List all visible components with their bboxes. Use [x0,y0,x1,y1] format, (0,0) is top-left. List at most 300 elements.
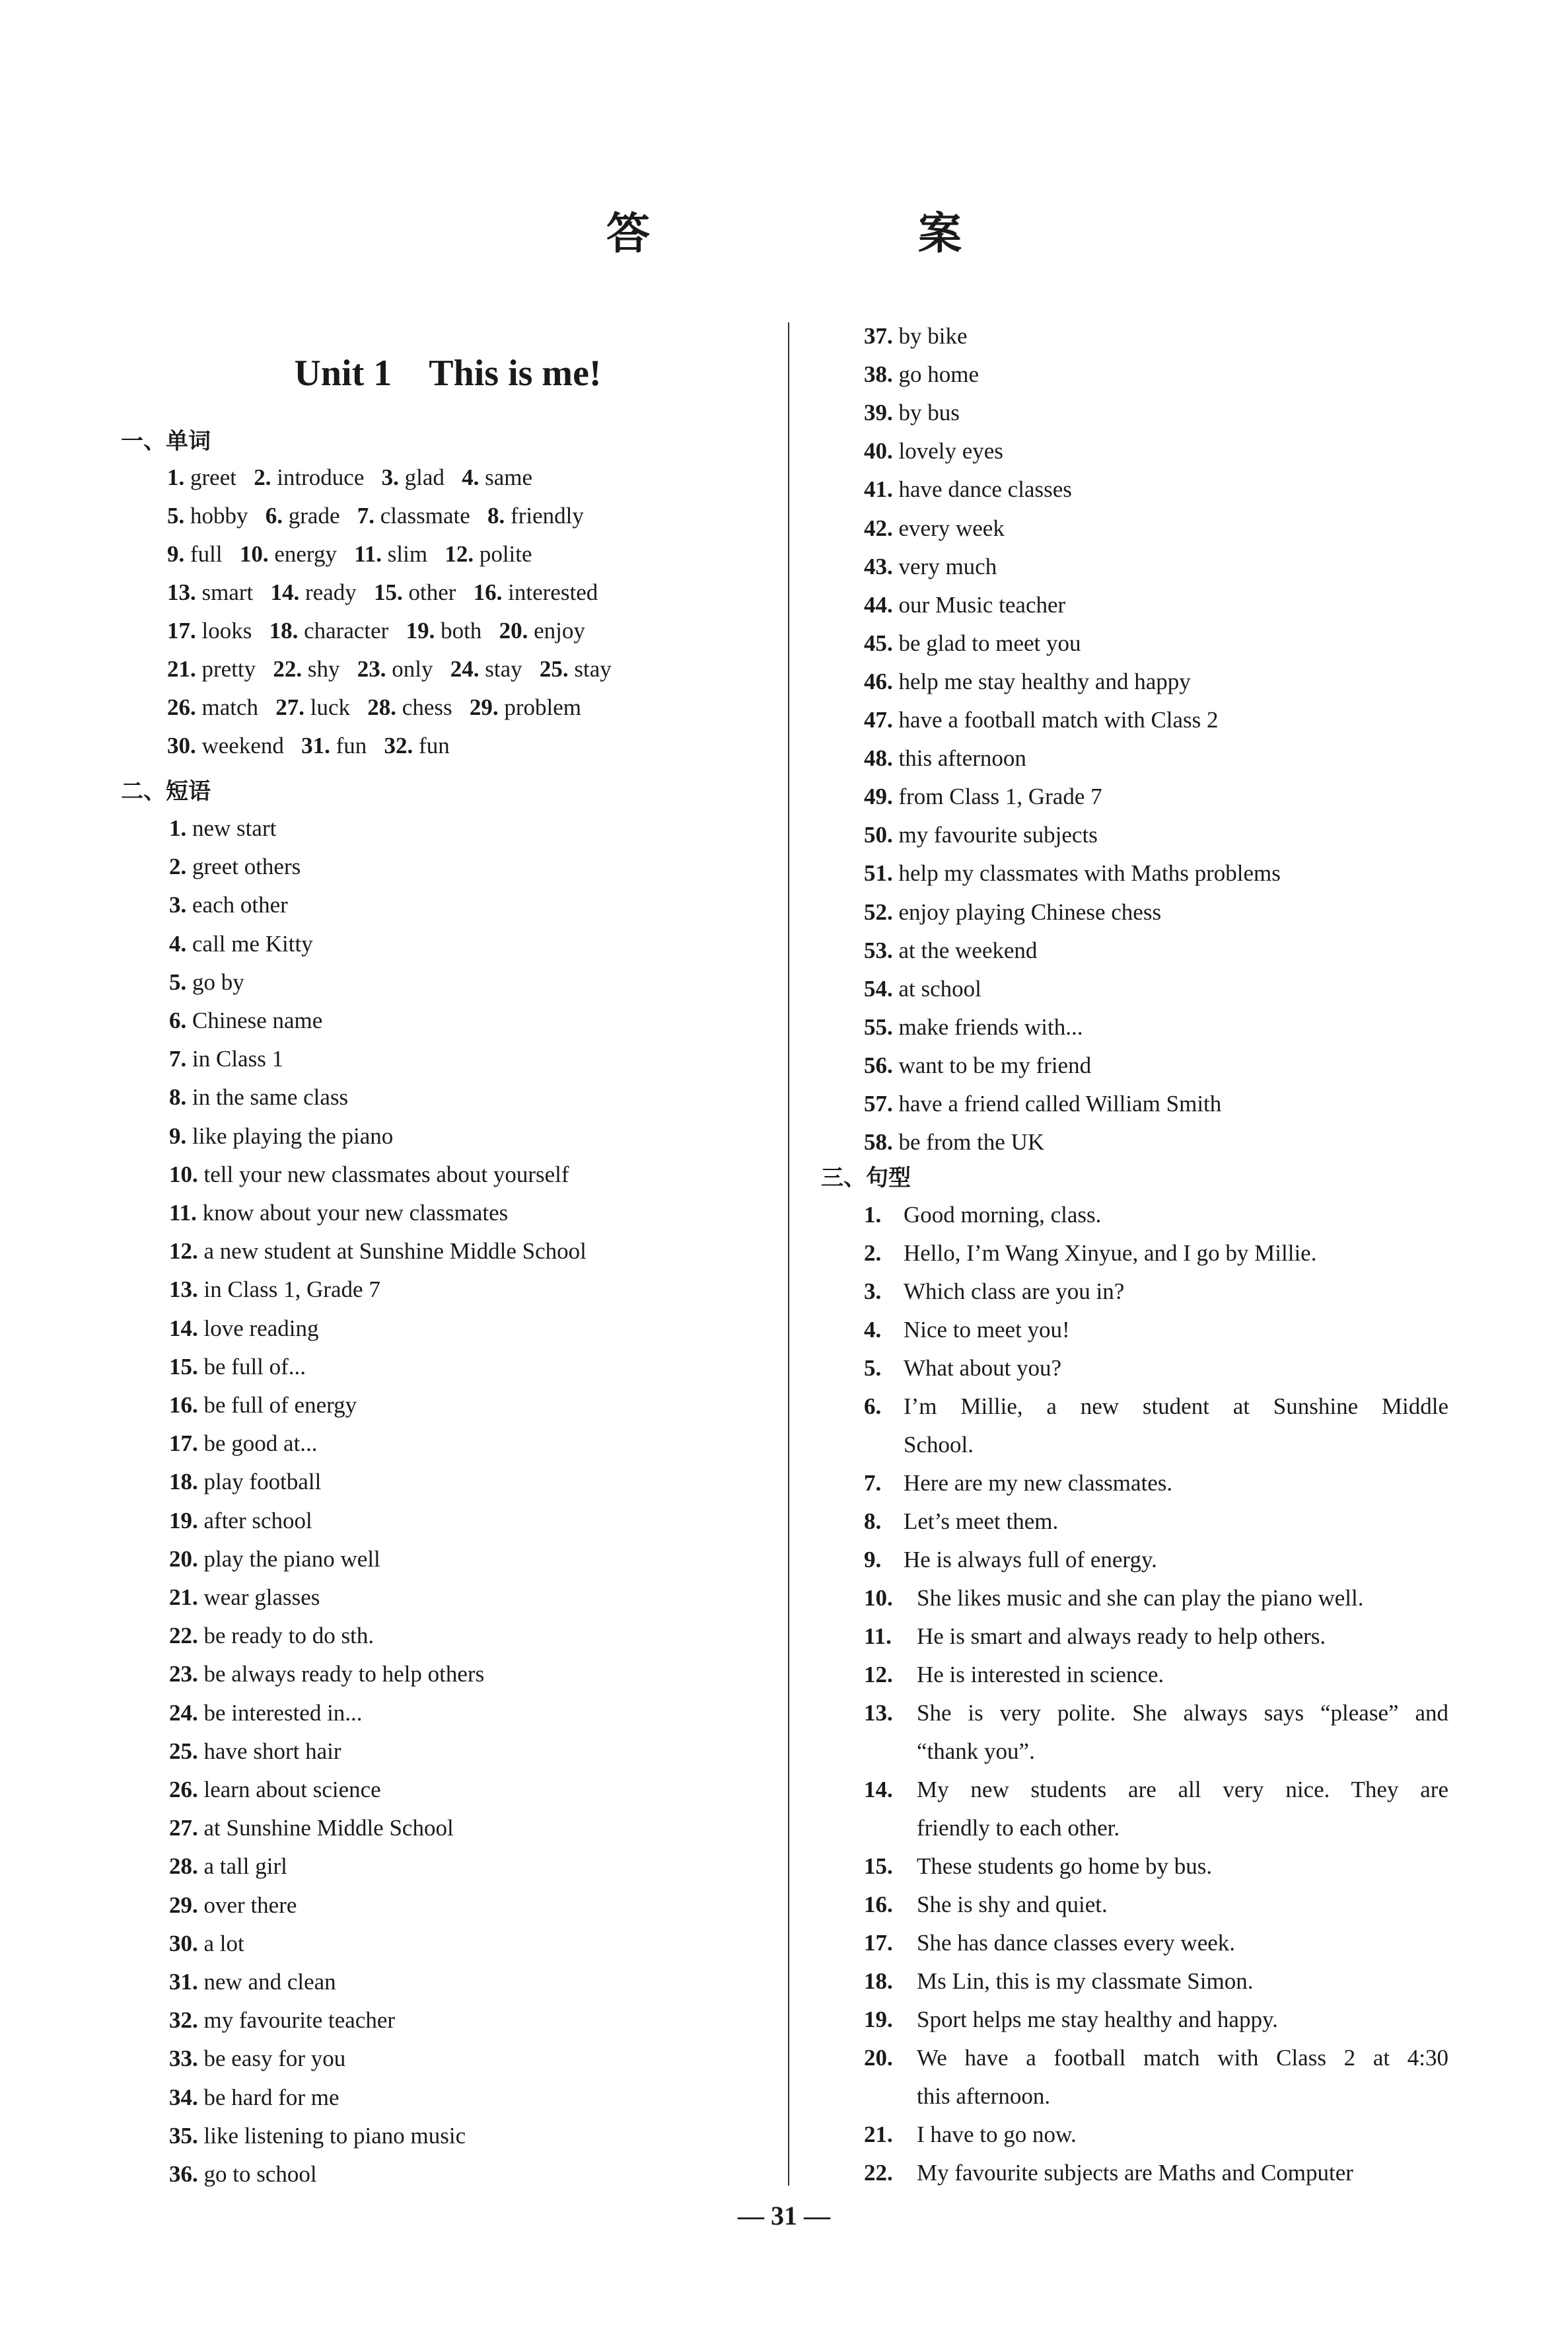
item-number: 35. [169,2122,204,2149]
phrase-item [169,1732,341,1771]
phrase-item [864,624,1081,663]
phrase-item [169,1655,484,1693]
phrase-item [864,663,1191,701]
phrase-text: be always ready to help others [203,1661,485,1687]
item-number: 9. [167,541,190,567]
phrase-item [864,701,1219,739]
sentence-text: Ms Lin, this is my classmate Simon. [917,1968,1254,1994]
phrase-text: like listening to piano music [203,2122,466,2149]
phrase-item [864,1047,1091,1085]
column-divider [788,322,789,2186]
word-row [167,650,612,688]
sentence-item [864,1656,899,1694]
phrase-item [864,470,1072,509]
phrase-item [864,970,981,1008]
phrase-text: love reading [203,1315,319,1341]
phrase-text: this afternoon [898,745,1026,772]
item-number: 4. [169,930,192,957]
phrase-text: from Class 1, Grade 7 [898,784,1102,810]
sentence-item [864,1541,887,1579]
item-number: 21. [864,2122,899,2147]
item-number: 13. [864,1700,899,1726]
section-heading-phrases: 二、短语 [121,778,211,805]
sentence-text: Here are my new classmates. [904,1470,1173,1496]
phrase-item [169,1963,336,2001]
sentence-text: She is very polite. She always says “please” and [917,1700,1448,1726]
item-number: 55. [864,1014,899,1040]
item-number: 5. [864,1355,887,1381]
item-number: 50. [864,822,899,848]
sentence-continuation: “thank you”. [917,1738,1035,1764]
phrase-text: Chinese name [192,1008,323,1033]
sentence-text: Nice to meet you! [904,1317,1070,1343]
phrase-text: go home [898,361,980,388]
phrase-item [169,1348,306,1386]
item-number: 24. [450,656,485,682]
item-number: 1. [169,815,192,841]
phrase-item [169,2040,345,2078]
item-number: 6. [864,1393,887,1419]
item-number: 21. [169,1584,204,1610]
sentence-text: I have to go now. [917,2122,1077,2147]
sentence-item [864,1771,899,1809]
item-number: 30. [169,1930,204,1956]
item-number: 29. [469,694,505,720]
item-number: 9. [169,1123,192,1149]
item-number: 2. [864,1240,887,1266]
phrase-text: like playing the piano [192,1123,394,1149]
item-number: 28. [169,1853,204,1880]
phrase-item [169,1424,318,1463]
phrase-text: at school [898,975,981,1002]
phrase-item [169,809,276,848]
phrase-item [864,932,1037,970]
item-number: 25. [169,1738,204,1764]
phrase-item [169,848,301,886]
phrase-text: be good at... [203,1430,318,1457]
sentence-item [864,1349,887,1387]
phrase-text: by bike [898,323,968,349]
sentence-item [864,1387,887,1426]
item-number: 42. [864,515,899,541]
item-number: 13. [167,579,202,605]
sentence-item [864,1502,887,1541]
sentence-text: My new students are all very nice. They are [917,1777,1448,1802]
item-number: 12. [169,1238,204,1265]
item-number: 37. [864,323,899,349]
phrase-item [169,1847,287,1886]
item-number: 58. [864,1129,899,1156]
phrase-text: be full of... [203,1353,306,1380]
item-number: 20. [864,2045,899,2071]
phrase-text: go to school [203,2161,317,2187]
item-number: 52. [864,899,899,925]
item-number: 10. [239,541,275,567]
phrase-text: wear glasses [203,1584,320,1610]
item-number: 3. [381,464,405,490]
phrase-text: my favourite teacher [203,2007,396,2034]
phrase-text: at Sunshine Middle School [203,1815,454,1841]
item-number: 45. [864,630,899,656]
phrase-item [169,2001,395,2040]
word-answer: looks [201,618,252,644]
phrase-item [169,2155,317,2194]
item-number: 19. [864,2007,899,2032]
word-answer: problem [504,694,581,720]
phrase-item [169,1117,393,1156]
word-answer: glad [404,464,445,490]
phrase-text: be glad to meet you [898,630,1081,656]
phrase-text: a new student at Sunshine Middle School [203,1238,587,1265]
phrase-item [169,1771,381,1809]
item-number: 39. [864,400,899,426]
word-answer: friendly [511,503,584,529]
word-row [167,497,584,535]
item-number: 44. [864,591,899,618]
word-answer: grade [288,503,340,529]
phrase-item [864,739,1026,778]
phrase-text: new and clean [203,1969,336,1995]
item-number: 22. [864,2160,899,2186]
item-number: 9. [864,1547,887,1572]
word-answer: greet [190,464,236,490]
item-number: 26. [167,694,202,720]
word-row [167,727,450,765]
phrase-item [169,925,313,963]
word-answer: pretty [201,656,256,682]
sentence-text: She likes music and she can play the piano well. [917,1585,1364,1611]
unit-title: Unit 1 This is me! [294,353,602,394]
sentence-item [864,2154,899,2192]
item-number: 57. [864,1091,899,1117]
sentence-text: He is smart and always ready to help others. [917,1623,1326,1649]
phrase-item [169,1925,244,1963]
sentence-text: These students go home by bus. [917,1853,1213,1879]
item-number: 31. [169,1969,204,1995]
phrase-text: help me stay healthy and happy [898,668,1191,694]
phrase-item [864,317,968,355]
sentence-text: He is interested in science. [917,1662,1164,1687]
phrase-text: at the weekend [898,937,1038,963]
sentence-item [864,1273,887,1311]
word-row [167,612,585,650]
word-answer: fun [336,733,367,758]
item-number: 49. [864,784,899,810]
phrase-text: new start [192,815,277,841]
sentence-item [864,1886,899,1924]
phrase-item [864,586,1065,624]
item-number: 26. [169,1777,204,1802]
phrase-text: want to be my friend [898,1052,1092,1078]
phrase-item [169,1463,321,1501]
item-number: 15. [374,579,409,605]
sentence-text: We have a football match with Class 2 at 4:30 [917,2045,1448,2071]
item-number: 20. [169,1545,204,1572]
item-number: 2. [169,854,192,880]
item-number: 11. [354,541,388,567]
sentence-item [864,2116,899,2154]
phrase-item [169,1540,380,1578]
phrase-item [169,1156,569,1194]
phrase-text: in Class 1, Grade 7 [203,1276,380,1303]
sentence-text: Let’s meet them. [904,1508,1059,1534]
word-answer: both [441,618,482,644]
page-title: 答 案 [606,208,1074,259]
item-number: 33. [169,2046,204,2072]
phrase-item [169,1194,508,1232]
item-number: 16. [169,1392,204,1418]
word-answer: character [304,618,389,644]
phrase-item [169,1002,322,1040]
item-number: 4. [462,464,485,490]
item-number: 7. [357,503,380,529]
word-answer: energy [274,541,337,567]
phrase-item [169,1386,357,1424]
phrase-item [169,1078,348,1117]
word-answer: weekend [201,733,284,758]
sentence-text: He is always full of energy. [904,1547,1157,1572]
phrase-item [864,1008,1083,1047]
item-number: 1. [167,464,190,490]
item-number: 41. [864,476,899,503]
phrase-item [169,1232,587,1271]
sentence-item [864,1234,887,1273]
phrase-text: play the piano well [203,1545,380,1572]
item-number: 14. [169,1315,204,1341]
sentence-text: She has dance classes every week. [917,1930,1236,1956]
phrase-item [169,1502,312,1540]
word-answer: other [408,579,456,605]
phrase-text: each other [192,892,288,918]
item-number: 46. [864,668,899,694]
phrase-text: have a football match with Class 2 [898,707,1219,733]
item-number: 24. [169,1699,204,1726]
phrase-text: by bus [898,400,960,426]
item-number: 14. [864,1777,899,1802]
word-answer: luck [310,694,351,720]
word-answer: only [392,656,433,682]
phrase-text: have short hair [203,1738,341,1764]
item-number: 19. [169,1507,204,1533]
item-number: 4. [864,1317,887,1343]
phrase-text: play football [203,1469,322,1495]
word-answer: same [485,464,533,490]
item-number: 12. [864,1662,899,1687]
item-number: 22. [169,1623,204,1649]
phrase-text: be ready to do sth. [203,1623,374,1649]
phrase-item [169,1694,363,1732]
item-number: 15. [864,1853,899,1879]
word-answer: stay [485,656,522,682]
item-number: 14. [270,579,306,605]
item-number: 54. [864,975,899,1002]
item-number: 7. [864,1470,887,1496]
phrase-item [169,2079,339,2117]
sentence-item [864,1617,898,1656]
sentence-text: My favourite subjects are Maths and Computer [917,2160,1353,2186]
item-number: 12. [445,541,480,567]
item-number: 3. [864,1278,887,1304]
item-number: 22. [273,656,308,682]
item-number: 40. [864,438,899,464]
item-number: 3. [169,892,192,918]
page-number: — 31 — [738,2201,830,2231]
item-number: 25. [539,656,575,682]
phrase-item [169,1886,297,1925]
sentence-text: Sport helps me stay healthy and happy. [917,2007,1278,2032]
word-answer: introduce [277,464,365,490]
word-answer: enjoy [534,618,585,644]
phrase-item [169,1617,374,1655]
item-number: 2. [254,464,277,490]
phrase-text: a lot [203,1930,244,1956]
phrase-item [864,893,1161,932]
section-heading-sentences: 三、句型 [821,1165,911,1191]
word-answer: slim [387,541,428,567]
phrase-text: in the same class [192,1084,349,1111]
sentence-item [864,1196,887,1234]
item-number: 34. [169,2084,204,2110]
phrase-text: have dance classes [898,476,1072,503]
sentence-text: What about you? [904,1355,1062,1381]
phrase-text: over there [203,1892,297,1918]
item-number: 17. [167,618,202,644]
phrase-text: greet others [192,854,301,880]
word-row [167,573,598,612]
phrase-text: be easy for you [203,2046,346,2072]
phrase-text: our Music teacher [898,591,1066,618]
item-number: 7. [169,1046,192,1072]
word-answer: interested [508,579,598,605]
phrase-text: in Class 1 [192,1046,284,1072]
item-number: 30. [167,733,202,758]
item-number: 16. [864,1892,899,1917]
item-number: 18. [169,1469,204,1495]
phrase-text: after school [203,1507,312,1533]
word-row [167,459,532,497]
item-number: 47. [864,707,899,733]
phrase-text: learn about science [203,1777,381,1802]
sentence-item [864,1311,887,1349]
phrase-text: tell your new classmates about yourself [203,1161,569,1187]
item-number: 53. [864,937,899,963]
phrase-text: know about your new classmates [202,1200,509,1226]
item-number: 11. [864,1623,898,1649]
item-number: 32. [169,2007,204,2034]
item-number: 56. [864,1052,899,1078]
item-number: 16. [473,579,509,605]
word-answer: shy [307,656,340,682]
phrase-item [169,1040,283,1078]
phrase-item [864,1123,1044,1162]
item-number: 6. [169,1008,192,1033]
item-number: 18. [864,1968,899,1994]
phrase-text: enjoy playing Chinese chess [898,899,1162,925]
section-heading-words: 一、单词 [121,428,211,455]
word-answer: polite [479,541,532,567]
word-row [167,535,532,573]
phrase-item [169,2117,466,2155]
item-number: 51. [864,860,899,887]
phrase-item [169,1310,318,1348]
sentence-text: I’m Millie, a new student at Sunshine Middle [904,1393,1448,1419]
item-number: 32. [384,733,419,758]
sentence-item [864,1847,899,1886]
item-number: 1. [864,1202,887,1228]
item-number: 6. [265,503,289,529]
phrase-item [864,854,1281,893]
sentence-text: She is shy and quiet. [917,1892,1108,1917]
phrase-item [864,355,979,394]
phrase-text: my favourite subjects [898,822,1098,848]
item-number: 10. [169,1161,204,1187]
item-number: 17. [864,1930,899,1956]
phrase-text: very much [898,553,997,579]
phrase-text: lovely eyes [898,438,1003,464]
phrase-item [864,1085,1221,1123]
item-number: 18. [269,618,304,644]
sentence-item [864,1924,899,1962]
item-number: 5. [167,503,190,529]
item-number: 36. [169,2161,204,2187]
phrase-text: help my classmates with Maths problems [898,860,1281,887]
item-number: 20. [499,618,534,644]
word-answer: full [190,541,223,567]
word-row [167,688,581,727]
word-answer: match [201,694,259,720]
sentence-text: Which class are you in? [904,1278,1125,1304]
item-number: 28. [367,694,402,720]
phrase-item [864,778,1102,816]
phrase-text: be hard for me [203,2084,339,2110]
phrase-text: every week [898,515,1005,541]
sentence-item [864,1464,887,1502]
item-number: 27. [275,694,310,720]
item-number: 13. [169,1276,204,1303]
item-number: 17. [169,1430,204,1457]
word-answer: stay [574,656,612,682]
phrase-item [864,509,1005,548]
phrase-text: be full of energy [203,1392,357,1418]
item-number: 19. [406,618,441,644]
sentence-item [864,2039,899,2077]
item-number: 8. [864,1508,887,1534]
sentence-item [864,1962,899,2001]
item-number: 23. [357,656,392,682]
item-number: 5. [169,969,192,995]
sentence-item [864,1579,899,1617]
phrase-item [169,886,288,924]
item-number: 15. [169,1353,204,1380]
phrase-text: have a friend called William Smith [898,1091,1222,1117]
phrase-text: go by [192,969,244,995]
sentence-text: Hello, I’m Wang Xinyue, and I go by Millie. [904,1240,1317,1266]
sentence-continuation: friendly to each other. [917,1815,1120,1841]
item-number: 48. [864,745,899,772]
phrase-text: be interested in... [203,1699,363,1726]
phrase-text: a tall girl [203,1853,287,1880]
word-answer: fun [419,733,450,758]
item-number: 31. [301,733,336,758]
phrase-item [864,432,1003,470]
word-answer: smart [201,579,254,605]
sentence-item [864,2001,899,2039]
phrase-item [169,1809,454,1847]
sentence-item [864,1694,899,1732]
phrase-text: make friends with... [898,1014,1083,1040]
word-answer: ready [305,579,357,605]
item-number: 8. [487,503,511,529]
